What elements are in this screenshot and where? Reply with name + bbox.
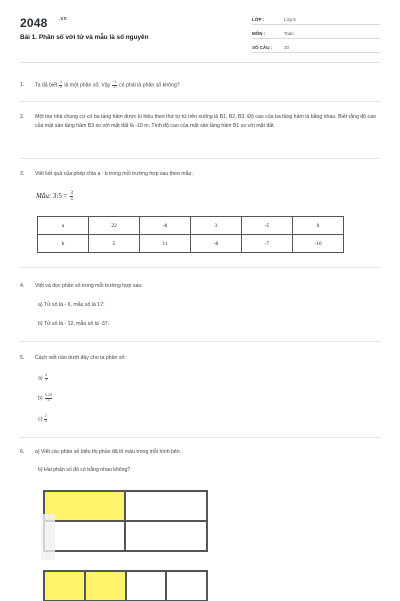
question-number: 5. — [20, 355, 25, 361]
meta-subject-label: MÔN : — [252, 31, 266, 36]
fraction — [45, 374, 48, 382]
question-4-part-b: b) Tử số là - 12, mẫu số là -37. — [38, 321, 110, 327]
fraction-denominator: 7 — [45, 377, 48, 382]
question-number: 4. — [20, 283, 25, 289]
fraction-denominator: 2 — [59, 84, 62, 89]
header-divider — [20, 62, 380, 63]
sample-fraction — [70, 191, 74, 202]
meta-divider — [252, 38, 380, 39]
site-logo[interactable] — [20, 16, 67, 30]
fraction-figure-1 — [43, 490, 208, 552]
question-text — [35, 81, 380, 90]
fraction-numerator: 3 — [70, 191, 73, 196]
question-text: Một tòa nhà chung cư có ba tầng hầm được kí hiệu theo thứ tự từ trên xuống là B1, B2, B3. Độ cao của ba tầng hầm là bằng nhau. Biết rằng độ cao của mặt sàn tầng hầm B3 so với mặt đất là -10 m. Tính độ cao của mặt sàn tầng hầm B1 so với mặt đất. — [35, 114, 376, 129]
unshaded-cell — [166, 571, 207, 601]
worksheet-header — [0, 0, 400, 62]
table-cell: -8 — [191, 235, 242, 253]
question-text: Cách viết nào dưới đây cho ta phân số: — [35, 355, 126, 361]
question-divider — [20, 101, 380, 102]
question-number: 2. — [20, 114, 25, 120]
fraction-numerator: 0,25 — [45, 393, 52, 397]
question-5-option-b — [38, 394, 53, 402]
question-4-part-a: a) Tử số là - 6, mẫu số là 17; — [38, 302, 105, 308]
question-number: 1. — [20, 82, 25, 88]
logo-text: 2048 — [20, 16, 48, 30]
question-5-option-a — [38, 374, 48, 382]
fraction — [112, 81, 117, 89]
text-part: có phải là phân số không? — [117, 82, 180, 89]
fraction — [45, 394, 53, 402]
question-divider — [20, 437, 380, 438]
meta-subject-value: Toán — [284, 31, 294, 36]
question-number: 3. — [20, 171, 25, 177]
logo-suffix: .vn — [59, 16, 67, 22]
text-part: Ta đã biết — [35, 82, 59, 89]
meta-divider — [252, 24, 380, 25]
row-label: a — [38, 217, 89, 235]
question-divider — [20, 267, 380, 268]
fraction-numerator: 4 — [45, 373, 48, 377]
meta-divider — [252, 52, 380, 53]
meta-count-label: SỐ CÂU : — [252, 45, 273, 50]
document-title: Bài 1. Phân số với tử và mẫu là số nguyên — [20, 34, 149, 41]
table-cell: 22 — [89, 217, 140, 235]
question-5-option-c — [38, 415, 48, 423]
fraction-denominator: 2 — [113, 84, 116, 89]
table-cell: -8 — [140, 217, 191, 235]
text-part: là một phân số. Vậy — [62, 82, 112, 89]
question-number: 6. — [20, 449, 25, 455]
table-cell: -10 — [293, 235, 344, 253]
fraction-denominator: 0 — [44, 418, 47, 423]
question-divider — [20, 341, 380, 342]
option-label: b) — [38, 395, 43, 402]
meta-class-label: LỚP : — [252, 17, 265, 22]
question-text: Viết kết quả của phép chia a : b trong mỗi trường hợp sau theo mẫu: — [35, 171, 193, 177]
fraction — [44, 415, 47, 423]
shaded-cell — [44, 571, 85, 601]
fraction-numerator: 1 — [59, 80, 62, 84]
table-cell: 5 — [89, 235, 140, 253]
unshaded-cell — [125, 521, 207, 551]
fraction-numerator: 2 — [44, 414, 47, 418]
shaded-cell — [44, 491, 125, 521]
unshaded-cell — [125, 491, 207, 521]
fraction-denominator: 3 — [47, 397, 50, 402]
table-cell: 3 — [191, 217, 242, 235]
table-cell: -7 — [242, 235, 293, 253]
table-cell: 11 — [140, 235, 191, 253]
fraction-denominator: 5 — [70, 197, 73, 202]
fraction-figure-2 — [43, 570, 208, 601]
table-cell: -5 — [242, 217, 293, 235]
sample-expression — [36, 191, 74, 202]
row-label: b — [38, 235, 89, 253]
unshaded-cell — [126, 571, 166, 601]
table-row — [38, 217, 344, 235]
division-table — [37, 216, 344, 253]
watermark-overlay — [41, 514, 55, 560]
shaded-cell — [85, 571, 126, 601]
question-text: Viết và đọc phân số trong mỗi trường hợp sau: — [35, 283, 143, 289]
meta-count-value: 20 — [284, 45, 290, 50]
table-cell: 0 — [293, 217, 344, 235]
sample-label: Mẫu: — [36, 192, 52, 201]
option-label: a) — [38, 375, 43, 382]
table-row — [38, 235, 344, 253]
unshaded-cell — [44, 521, 125, 551]
question-6-part-b: b) Hai phân số đó có bằng nhau không? — [38, 467, 131, 473]
option-label: c) — [38, 416, 43, 423]
question-divider — [20, 158, 380, 159]
meta-class-value: Lớp 6 — [284, 17, 296, 22]
sample-expr: 3:5 = — [52, 192, 68, 201]
question-text: a) Viết các phân số biểu thị phần đã tô màu trong mỗi hình bên. — [35, 449, 182, 455]
fraction-numerator: −1 — [112, 80, 117, 84]
